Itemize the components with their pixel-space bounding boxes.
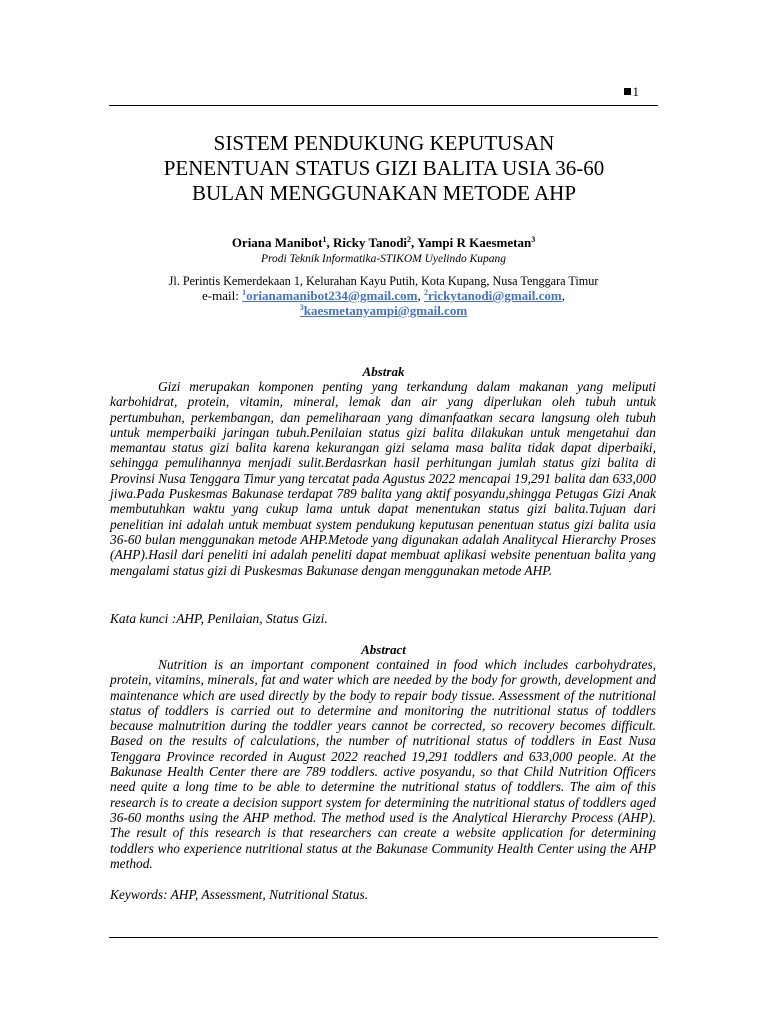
- email-address: kaesmetanyampi@gmail.com: [303, 303, 468, 318]
- author-name: Oriana Manibot: [231, 235, 323, 250]
- email-line-2: [109, 303, 658, 319]
- email-mark: 2: [423, 288, 428, 297]
- email-line: e-mail: $^1$orianamanibot234@gmail.com, $^2$rickytanodi@gmail.com,: [202, 288, 565, 303]
- title-line-1: SISTEM PENDUKUNG KEPUTUSAN: [213, 131, 555, 155]
- paper-title: [120, 131, 648, 206]
- abstrak-text: Gizi merupakan komponen penting yang terkandung dalam makanan yang meliputi karbohidrat, protein, vitamin, mineral, lemak dan air yang diperlukan oleh tubuh untuk pertumbuhan, perkembangan, dan pemeliharaan yang dimanfaatkan secara langsung oleh tubuh untuk memperbaiki jaringan tubuh.Penilaian status gizi balita dilakukan untuk mengetahui dan memantau status gizi balita karena kekurangan gizi selama masa balita tidak dapat diperbaiki, sehingga pemulihannya menjadi sulit.Berdasrkan hasil perhitungan jumlah status gizi balita di Provinsi Nusa Tenggara Timur yang tercatat pada Agustus 2022 mencapai 19,291 balita dan 633,000 jiwa.Pada Puskesmas Bakunase terdapat 789 balita yang aktif posyandu,shingga Petugas Gizi Anak membutuhkan waktu yang cukup lama untuk dapat menentukan status gizi balita.Tujuan dari penelitian ini adalah untuk membuat system pendukung keputusan penentuan status gizi balita usia 36-60 bulan menggunakan metode AHP.Metode yang digunakan adalah Analitycal Hierarchy Proses (AHP).Hasil dari peneliti ini adalah peneliti dapat membuat aplikasi website penentuan balita yang mengalami status gizi di Puskesmas Bakunase dengan menggunakan metode AHP.: [110, 379, 656, 578]
- header-rule: [109, 105, 658, 106]
- email-mark: 1: [242, 288, 247, 297]
- email-link-3[interactable]: [300, 303, 467, 318]
- address: Jl. Perintis Kemerdekaan 1, Kelurahan Kayu Putih, Kota Kupang, Nusa Tenggara Timur: [168, 274, 599, 288]
- keywords: Keywords: AHP, Assessment, Nutritional Status.: [110, 887, 369, 902]
- page-number-text: 1: [632, 84, 639, 99]
- author-affiliation-mark: 2: [407, 235, 412, 244]
- email-address: rickytanodi@gmail.com: [427, 288, 562, 303]
- author-list: Oriana Manibot$^1$, Ricky Tanodi$^2$, Yampi R Kaesmetan$^3$: [231, 235, 536, 250]
- email-link-1[interactable]: [242, 288, 417, 303]
- email-mark: 3: [299, 303, 304, 312]
- footer-rule: [109, 937, 658, 938]
- email-link-2[interactable]: [424, 288, 562, 303]
- abstrak-heading: Abstrak: [362, 364, 405, 379]
- author-affiliation-mark: 1: [322, 235, 327, 244]
- title-line-2: PENENTUAN STATUS GIZI BALITA USIA 36-60: [163, 156, 605, 180]
- square-bullet-icon: [624, 88, 631, 95]
- abstract-heading: Abstract: [361, 642, 406, 657]
- page-number: [624, 84, 640, 100]
- title-line-3: BULAN MENGGUNAKAN METODE AHP: [191, 181, 577, 205]
- kata-kunci: Kata kunci :AHP, Penilaian, Status Gizi.: [110, 611, 328, 626]
- author-affiliation-mark: 3: [531, 235, 536, 244]
- author-name: Yampi R Kaesmetan: [417, 235, 532, 250]
- abstract-text: Nutrition is an important component contained in food which includes carbohydrates, protein, vitamins, minerals, fat and water which are needed by the body for growth, development and maintenance which are used directly by the body to repair body tissue. Assessment of the nutritional status of toddlers is carried out to determine and monitoring the nutritional status of toddlers because malnutrition during the toddler years cannot be corrected, so recovery becomes difficult. Based on the results of calculations, the number of nutritional status of toddlers in East Nusa Tenggara Province recorded in August 2022 reached 19,291 toddlers and 633,000 people. At the Bakunase Health Center there are 789 toddlers. active posyandu, so that Child Nutrition Officers need quite a long time to be able to determine the nutritional status of toddlers. The aim of this research is to create a decision support system for determining the nutritional status of toddlers aged 36-60 months using the AHP method. The method used is the Analytical Hierarchy Process (AHP). The result of this research is that researchers can create a website application for determining toddlers who experience nutritional status at the Bakunase Community Health Center using the AHP method.: [110, 657, 656, 871]
- author-name: Ricky Tanodi: [332, 235, 408, 250]
- affiliation: Prodi Teknik Informatika-STIKOM Uyelindo Kupang: [260, 253, 507, 265]
- email-address: orianamanibot234@gmail.com: [246, 288, 418, 303]
- email-label: e-mail:: [202, 288, 243, 303]
